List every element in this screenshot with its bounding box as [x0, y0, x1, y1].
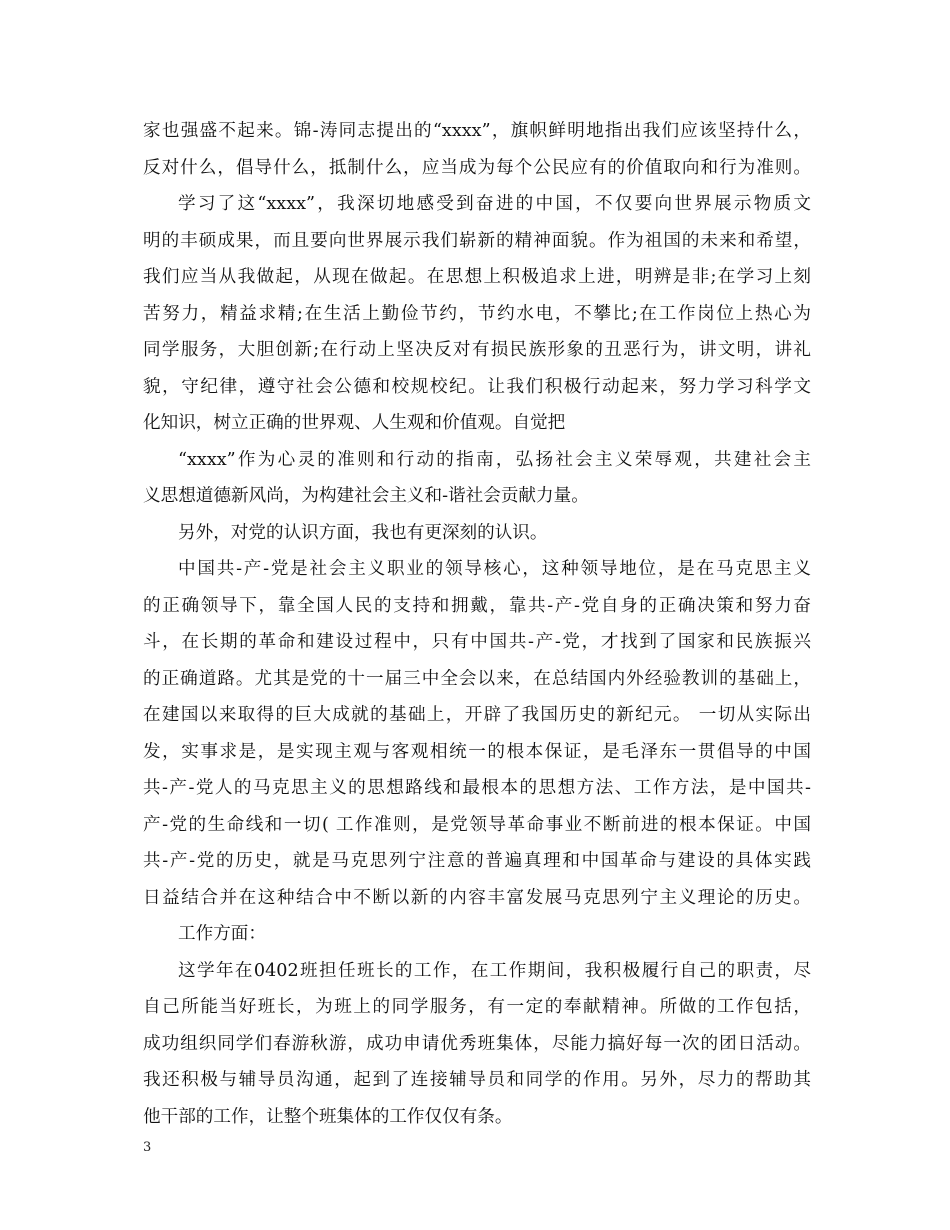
text-line: 苦努力，精益求精;在生活上勤俭节约，节约水电，不攀比;在工作岗位上热心为 — [143, 303, 811, 324]
text-line: 化知识，树立正确的世界观、人生观和价值观。自觉把 — [143, 413, 566, 433]
text-line: 在建国以来取得的巨大成就的基础上，开辟了我国历史的新纪元。 一切从实际出 — [143, 705, 811, 725]
document-body — [143, 113, 811, 1135]
text-line: 的正确道路。尤其是党的十一届三中全会以来，在总结国内外经验教训的基础上， — [143, 668, 811, 689]
text-line: 义思想道德新风尚，为构建社会主义和-谐社会贡献力量。 — [143, 486, 589, 506]
page-number: 3 — [143, 1140, 152, 1155]
paragraph-start-line: 学习了这“xxxx”，我深切地感受到奋进的中国，不仅要向世界展示物质文 — [178, 194, 811, 214]
paragraph-start-line: 这学年在0402班担任班长的工作，在工作期间，我积极履行自己的职责，尽 — [178, 960, 811, 981]
text-line: 共-产-党的历史，就是马克思列宁注意的普遍真理和中国革命与建设的具体实践 — [143, 851, 811, 871]
paragraph-start-line: 中国共-产-党是社会主义职业的领导核心，这种领导地位，是在马克思主义 — [178, 559, 811, 579]
text-line: 的正确领导下，靠全国人民的支持和拥戴，靠共-产-党自身的正确决策和努力奋 — [143, 595, 811, 616]
text-line: 日益结合并在这种结合中不断以新的内容丰富发展马克思列宁主义理论的历史。 — [143, 887, 811, 908]
text-line: 他干部的工作，让整个班集体的工作仅仅有条。 — [143, 1106, 513, 1127]
text-line: 产-党的生命线和一切( 工作准则，是党领导革命事业不断前进的根本保证。中国 — [143, 814, 811, 835]
paragraph-start-line: 另外，对党的认识方面，我也有更深刻的认识。 — [178, 522, 548, 543]
text-line: 我们应当从我做起，从现在做起。在思想上积极追求上进，明辨是非;在学习上刻 — [143, 267, 811, 287]
text-line: 同学服务，大胆创新;在行动上坚决反对有损民族形象的丑恶行为，讲文明，讲礼 — [143, 340, 811, 360]
text-line: 自己所能当好班长，为班上的同学服务，有一定的奉献精神。所做的工作包括， — [143, 997, 811, 1017]
text-line: 明的丰硕成果，而且要向世界展示我们崭新的精神面貌。作为祖国的未来和希望， — [143, 230, 811, 251]
text-line: 斗，在长期的革命和建设过程中，只有中国共-产-党，才找到了国家和民族振兴 — [143, 632, 811, 652]
text-line: 成功组织同学们春游秋游，成功申请优秀班集体，尽能力搞好每一次的团日活动。 — [143, 1033, 811, 1054]
section-heading: 工作方面： — [178, 924, 266, 944]
text-line: 貌，守纪律，遵守社会公德和校规校纪。让我们积极行动起来，努力学习科学文 — [143, 376, 811, 397]
text-line: 发，实事求是，是实现主观与客观相统一的根本保证，是毛泽东一贯倡导的中国 — [143, 741, 811, 762]
text-line: 共-产-党人的马克思主义的思想路线和最根本的思想方法、工作方法，是中国共- — [143, 778, 811, 798]
text-line: 反对什么，倡导什么，抵制什么，应当成为每个公民应有的价值取向和行为准则。 — [143, 157, 811, 178]
text-line: 家也强盛不起来。锦-涛同志提出的“xxxx”，旗帜鲜明地指出我们应该坚持什么， — [143, 121, 811, 141]
paragraph-start-line: “xxxx”作为心灵的准则和行动的指南，弘扬社会主义荣辱观，共建社会主 — [178, 449, 811, 470]
text-line: 我还积极与辅导员沟通，起到了连接辅导员和同学的作用。另外，尽力的帮助其 — [143, 1070, 811, 1090]
